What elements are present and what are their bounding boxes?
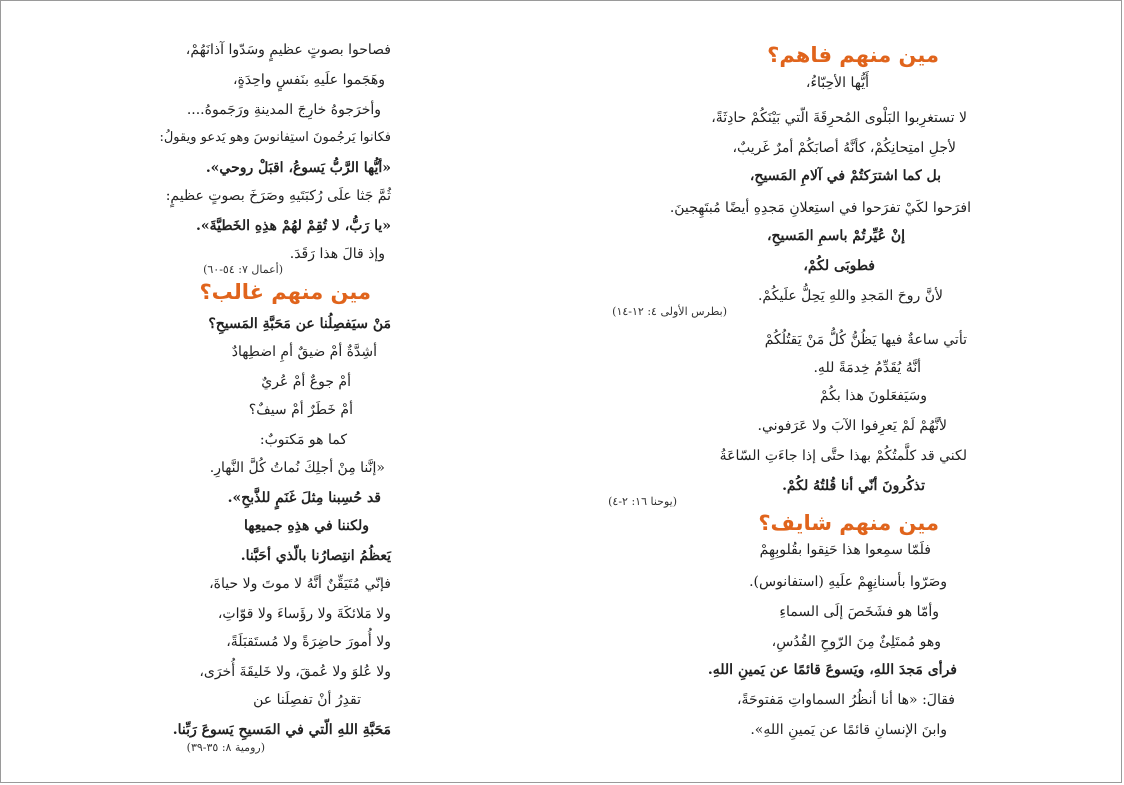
verse-line: «أيُّها الرَّبُّ يَسوعُ، اقبَلْ روحي». — [205, 160, 391, 176]
verse-line: أنَّهُ يُقَدِّمُ خِدمَةً للهِ. — [813, 360, 921, 376]
verse-line: مَنْ سيَفصِلُنا عن مَحَبَّةِ المَسيحِ؟ — [208, 316, 391, 332]
verse-line: ولا مَلائكَةَ ولا رؤَساءَ ولا قوّاتِ، — [217, 606, 391, 622]
verse-line: قد حُسِبنا مِثلَ غَنَمٍ للذَّبحِ». — [227, 490, 381, 506]
verse-line: «يا رَبُّ، لا تُقِمْ لهُمْ هذِهِ الخَطيَّةَ». — [195, 218, 391, 234]
verse-line: لأنَّ روحَ المَجدِ واللهِ يَحِلُّ علَيكُمْ. — [757, 288, 943, 304]
verse-line: وهَجَموا علَيهِ بنَفسٍ واحِدَةٍ، — [232, 72, 385, 88]
verse-line: وسَيَفعَلونَ هذا بكُمْ — [819, 388, 927, 404]
verse-line: لكني قد كلَّمتُكُمْ بهذا حتَّى إذا جاءَتِ السّاعَةُ — [719, 448, 967, 464]
verse-line: فرأى مَجدَ اللهِ، ويَسوعَ قائمًا عن يَمينِ اللهِ. — [707, 662, 957, 678]
verse-line: ولكننا في هذِهِ جميعِها — [244, 518, 369, 534]
section-heading-overcoming: مين منهم غالب؟ — [199, 280, 371, 304]
verse-line: تقدِرُ أنْ تفصِلَنا عن — [253, 692, 361, 708]
verse-line: ولا أُمورَ حاضِرَةً ولا مُستَقبَلَةً، — [226, 634, 391, 650]
verse-line: وصَرّوا بأسنانِهِمْ علَيهِ (استفانوس). — [749, 574, 947, 590]
verse-line: فلَمّا سمِعوا هذا حَنِقوا بقُلوبِهِمْ — [759, 542, 931, 558]
verse-line: وابنَ الإنسانِ قائمًا عن يَمينِ اللهِ». — [750, 722, 947, 738]
verse-line: لا تستغرِبوا البَلْوى المُحرِقَةَ الّتي بَيْنَكُمْ حادِثَةً، — [711, 110, 967, 126]
scripture-reference: (رومية ٨: ٣٥-٣٩) — [186, 741, 265, 754]
verse-line: افرَحوا لكَيْ تفرَحوا في استِعلانِ مَجدِهِ أيضًا مُبتَهِجينَ. — [669, 200, 971, 216]
verse-line: وأخرَجوهُ خارِجَ المدينةِ ورَجَموهُ.... — [186, 102, 381, 118]
verse-line: لأجلِ امتِحانِكُمْ، كأنَّهُ أصابَكُمْ أمرٌ غَريبٌ، — [732, 140, 956, 156]
verse-line: تأتي ساعةٌ فيها يَظُنُّ كُلُّ مَنْ يَقتُلُكُمْ — [764, 332, 967, 348]
section-heading-seeing: مين منهم شايف؟ — [758, 511, 939, 535]
verse-line: يَعظُمُ انتِصارُنا بالّذي أحَبَّنا. — [240, 548, 391, 564]
verse-line: مَحَبَّةِ اللهِ الّتي في المَسيحِ يَسوعَ رَبِّنا. — [172, 722, 391, 738]
scripture-reference: (بطرس الأولى ٤: ١٢-١٤) — [612, 305, 727, 318]
verse-line: أَيُّها الأحِبّاءُ، — [805, 75, 869, 91]
verse-line: فإنّي مُتَيَقِّنٌ أنَّهُ لا موتَ ولا حياةَ، — [209, 576, 391, 592]
verse-line: فكانوا يَرجُمونَ استِفانوسَ وهو يَدعو ويقولُ: — [159, 130, 391, 145]
verse-line: لأنَّهُمْ لَمْ يَعرِفوا الآبَ ولا عَرَفوني. — [757, 418, 947, 434]
verse-line: أمْ جوعٌ أمْ عُريٌ — [261, 374, 351, 390]
verse-line: أمْ خَطَرٌ أمْ سيفٌ؟ — [248, 402, 353, 418]
verse-line: فقالَ: «ها أنا أنظُرُ السماواتِ مَفتوحَةً، — [737, 692, 955, 708]
verse-line: وإذ قالَ هذا رَقَدَ. — [289, 246, 385, 262]
verse-line: ثُمَّ جَثا علَى رُكبَتَيهِ وصَرَخَ بصوتٍ عظيمٍ: — [165, 188, 391, 204]
section-heading-understanding: مين منهم فاهم؟ — [767, 43, 939, 67]
verse-line: أشِدَّةٌ أمْ ضيقٌ أمِ اضطِهادٌ — [231, 344, 377, 360]
verse-line: «إنَّنا مِنْ أجلِكَ نُماتُ كُلَّ النَّهارِ. — [209, 460, 385, 476]
verse-line: وأمّا هو فشَخَصَ إلَى السماءِ — [779, 604, 939, 620]
verse-line: ولا عُلوَ ولا عُمقَ، ولا خَليقَةَ أُخرَى، — [199, 664, 391, 680]
verse-line: إنْ عُيِّرتُمْ باسمِ المَسيحِ، — [766, 228, 905, 244]
scripture-reference: (أعمال ٧: ٥٤-٦٠) — [203, 263, 283, 276]
verse-line: وهو مُمتَلِئٌ مِنَ الرّوحِ القُدُسِ، — [771, 634, 941, 650]
verse-line: بل كما اشترَكتُمْ في آلامِ المَسيحِ، — [749, 168, 941, 184]
verse-line: تذكُرونَ أنّي أنا قُلتُهُ لكُمْ. — [782, 478, 925, 494]
verse-line: فطوبَى لكُمْ، — [803, 258, 875, 274]
verse-line: كما هو مَكتوبٌ: — [259, 432, 347, 448]
scripture-reference: (يوحنا ١٦: ٢-٤) — [608, 495, 677, 508]
verse-line: فصاحوا بصوتٍ عظيمٍ وسَدّوا آذانَهُمْ، — [185, 42, 391, 58]
